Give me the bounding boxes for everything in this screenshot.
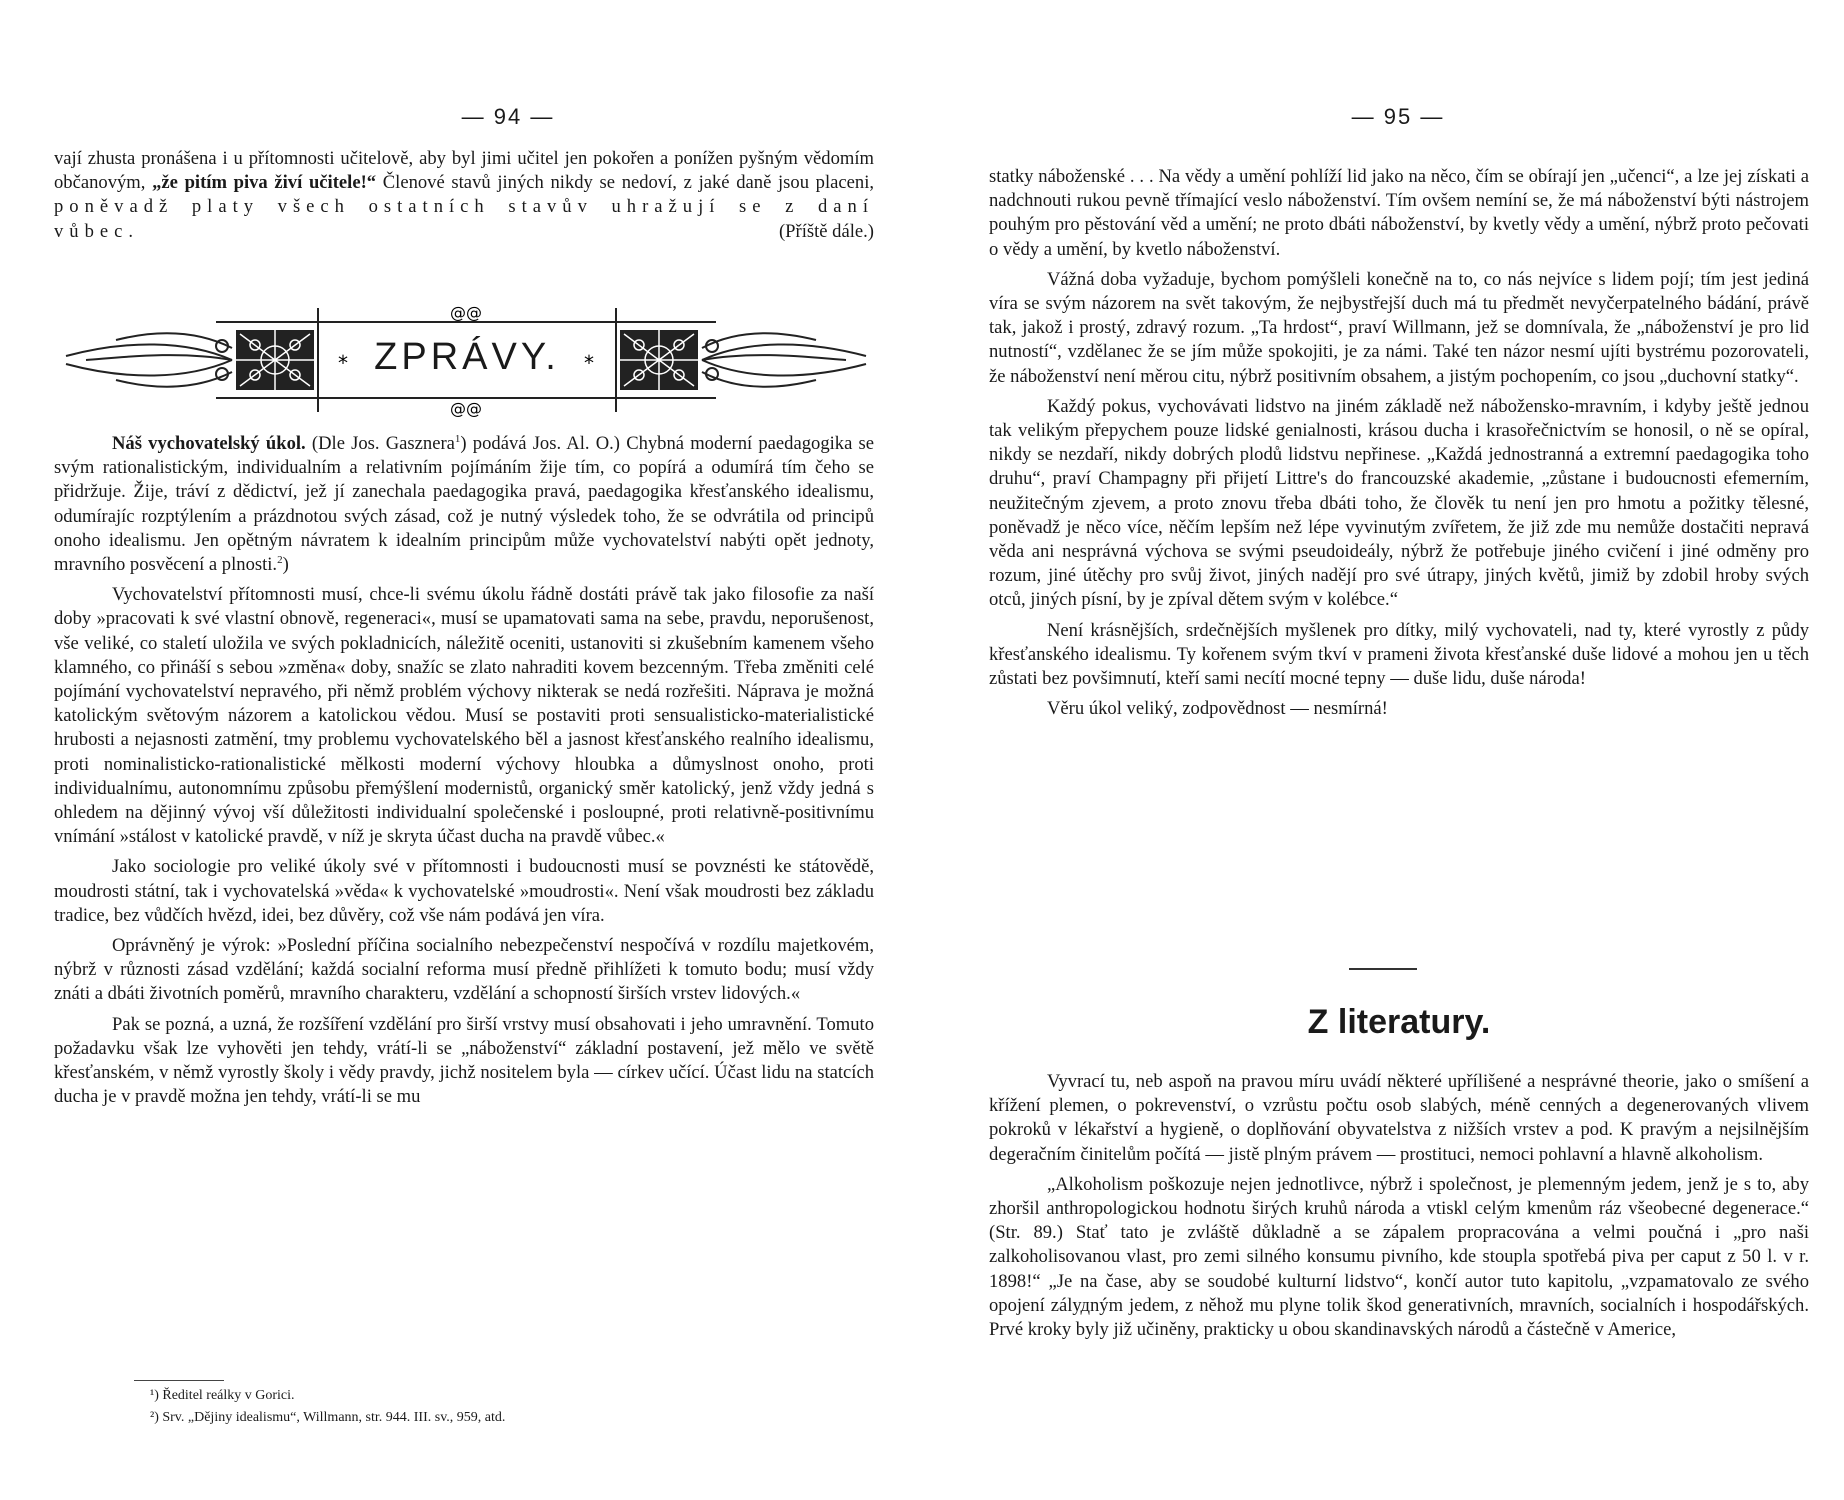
continuation-note: (Příště dále.) [778,220,874,242]
page-number-left: — 94 — [461,104,555,129]
article-continuation [989,165,1809,727]
footnote-ref-2-close: ) [282,554,289,576]
intro-text: vají zhusta pronášena i u přítomnosti učitelově, aby byl jimi učitel jen pokořen a ponížen pyšným vědomím občanovým, [54,148,874,194]
article-lead [54,432,874,577]
intro-quote: „že pitím piva živí učitele!“ [152,172,377,194]
right-page [975,0,1835,1500]
article-attribution: (Dle Jos. Gasznera [311,433,455,454]
svg-text:@@: @@ [450,399,482,418]
literature-body [989,1070,1809,1348]
svg-text:*: * [338,351,348,375]
right-paragraph-1: statky náboženské . . . Na vědy a umění pohlíží lid jako na něco, čím se obírají jen „učenci“, a lze jej získati a nadchnouti rukou pevně třímající veslo náboženství. Tím ovšem nemíní se, že má náboženství býti nástrojem pouhým pro pěstování věd a umění; ne proto dbáti náboženství, by kvetly vědy a umění, nýbrž proto pečovati o vědy a umění, by kvetlo náboženství. [989,166,1809,260]
right-paragraph-4: Není krásnějších, srdečnějších myšlenek pro dítky, milý vychovateli, nad ty, které vyrostly z půdy křesťanského idealismu. Ty kořenem svým tkví v prameni života křesťanské duše lidové a mohou jen u těch zůstati bez povšimnutí, kteří sami necítí mocné tepny — duše lidu, duše národa! [989,619,1809,690]
article-attribution-end: ) podává Jos. Al. O.) [460,433,620,454]
section-title-literatura: Z literatury. [1307,1003,1491,1041]
article-paragraph-2: Vychovatelství přítomnosti musí, chce-li svému úkolu řádně dostáti právě tak jako filosofie za naší doby »pracovati k své vlastní obnově, regeneraci«, musí se upamatovati sama na sebe, pravdu, neporušenost, vše veliké, co staletí uložila ve svých pokladnicích, náležitě oceniti, ustanoviti si zkušebním kamenem všeho klamného, co přináší s sebou »změna« doby, snažíc se zlato nahraditi kovem bezcenným. Třeba změniti celé pojímání vychovatelství nepravého, při němž problém výchovy nikterak se nedá rozřešiti. Náprava je možná katolickým světovým názorem a katolickou vědou. Musí se postaviti proti sensualisticko-materialistické hrubosti a nejasnosti zatmění, tmy problemu vychovatelského běl a jasnost křesťanského realního idealismu, proti nominalisticko-rationalistické mělkosti moderní výchovy hloubka a důmyslnost onoho, proti individualnímu, autonomnímu způsobu přemýšlení modernistů, organický směr katolický, jenž vždy jedná s ohledem na dějinný vývoj vší důležitosti individualní společenské i posloupné, proti relativně-positivnímu vnímání »stálost v katolické pravdě, v níž je skryta účast ducha na pravdě vůbec.« [54,584,874,848]
left-page [40,0,900,1500]
footnote-ref-2: 2 [277,553,283,566]
footnote-ref-1: 1 [454,432,461,445]
intro-paragraph [54,147,874,250]
article-paragraph-3: Jako sociologie pro veliké úkoly své v přítomnosti i budoucnosti musí se povznésti ke státovědě, moudrosti státní, tak i vychovatelská »věda« k vychovatelské »moudrosti«. Není však moudrosti bez základu tradice, bez vůdčích hvězd, idei, bez důvěry, což vše nám podává jen víra. [54,856,874,926]
section-divider [1349,968,1417,970]
section-ornament [56,300,876,418]
footnotes [150,1380,870,1429]
right-paragraph-2: Vážná doba vyžaduje, bychom pomýšleli konečně na to, co nás nejvíce s lidem pojí; tím jest jediná víra se svým názorem na svět takovým, že nejbystřejší duch má tu předmět nevyčerpatelného bádání, právě tak, jakož i prostý, zdravý rozum. „Ta hrdost“, praví Willmann, jež se domnívala, že „náboženství je pro lid nutností“, vzdělanec že se jím může spokojiti, je za námi. Také ten názor nesmí ujíti bystrému pozorovateli, že náboženství není měrou citu, nýbrž positivním obsahem, a jistým pochopením, co jsou „duchovní statky“. [989,268,1809,387]
right-paragraph-5: Věru úkol veliký, zodpovědnost — nesmírná! [1047,698,1388,720]
footnote-2: ²) Srv. „Dějiny idealismu“, Willmann, str. 944. III. sv., 959, atd. [150,1410,506,1425]
article-title: Náš vychovatelský úkol. [112,433,306,454]
article-paragraph-1: Chybná moderní paedagogika se svým rationalistickým, individualním a relativním pojímáním žije tím, co popírá a odumírá tím čeho se přidržuje. Žije, tráví z dědictví, jež jí zanechala paedagogika pravá, paedagogika křesťanského idealismu, odumírajíc rozptýlením a prázdnotou svých zásad, což je nutný výsledek toho, že se odvrátila od principů onoho idealismu. Jen opětným návratem k idealním principům může vychovatelství nabýti opět jednoty, mravního posvěcení a plnosti. [54,433,875,576]
section-title-zpravy: ZPRÁVY. [374,336,560,378]
literature-paragraph-2: „Alkoholism poškozuje nejen jednotlivce, nýbrž i společnost, je plemenným jedem, jenž je s to, aby zhoršil anthropologickou hodnotu širých kruhů národa a vtiskl celým kmenům ráz všeobecné degenerace.“ (Str. 89.) Stať tato je zvláště důkladně a se zápalem propracována a velmi poučná i „pro naši zalkoholisovanou vlast, pro zemi silného konsumu pivního, kde stoupla spotřebá piva per caput z 50 l. v r. 1898!“ „Je na čase, aby se soudobé kulturní lidstvo“, končí autor tuto kapitolu, „vzpamatovalo ze svého opojení zálудným jedem, z něhož mu plyne tolik škod generativních, mravních, socialních i hospodářských. Prvé kroky byly již učiněny, prakticky u obou skandinavských národů a částečně v Americe, [989,1173,1809,1341]
intro-text-2: Členové stavů jiných nikdy se nedoví, z jaké daně jsou placeni, [382,172,875,194]
svg-text:*: * [584,351,594,375]
page-number-right: — 95 — [1351,104,1445,129]
footnote-1: ¹) Ředitel reálky v Gorici. [150,1388,295,1403]
article-paragraph-4: Oprávněný je výrok: »Poslední příčina socialního nebezpečenství nespočívá v rozdílu majetkovém, nýbrž v různosti zásad vzdělání; každá socialní reforma musí předně přihlížeti k tomuto bodu; musí vždy znáti a dbáti životních poměrů, mravního charakteru, vzdělání a schopností širších vrstev lidových.« [54,935,874,1005]
intro-spaced-text: poněvadž platy všech ostatních stavův uhražují se z daní vůbec. [54,196,874,242]
footnote-divider [134,1380,224,1381]
literature-paragraph-1: Vyvrací tu, neb aspoň na pravou míru uvádí některé upřílišené a nesprávné theorie, jako o smíšení a křížení plemen, o pokrevenství, o vzrůstu počtu osob slabých, méně cenných a degenerovaných vlivem pokroků v lékařství a hygieně, o doplňování obyvatelstva z nižších vrstev a pod. K pravým a nejsilnějším degeračním činitelům počítá — jistě plným právem — prostituci, nemoci pohlavní a hlavně alkoholism. [989,1071,1809,1165]
right-paragraph-3: Každý pokus, vychovávati lidstvo na jiném základě než nábožensko-mravním, i kdyby ještě jednou tak velikým přepychem pouze lidské genialnosti, krásou ducha i krasořečnictvím se honosil, o ně se opíral, nikdy se nezdaří, nikdy dobrých plodů lidstvu nepřinese. „Každá jednostranná a extremní paedagogika toho druhu“, praví Champagny při přijetí Littre's do francouzské akademie, „zůstane i budoucnosti efemerním, neužitečným zjevem, a proto znovu třeba dbáti toho, že člověk tu není jen pro hmotu a požitky tělesné, poněvadž je něco více, něčím lepším než lépe vyvinutým zvířetem, že již zde mu nemůže dostačiti nepravá věda ani nesprávná výchova se svými pseudoideály, nýbrž že potřebuje jiného cvičení i jiné odměny pro rozum, jiné útěchy pro svůj život, jiných nadějí pro své útrapy, jiných květů, jimiž by zdobil hroby svých otců, jiných písní, by je zpíval dětem svým v kolébce.“ [989,395,1809,611]
svg-text:@@: @@ [450,303,482,322]
article-body [54,432,874,1115]
article-paragraph-5: Pak se pozná, a uzná, že rozšíření vzdělání pro širší vrstvy musí obsahovati i jeho umravnění. Tomuto požadavku však lze vyhověti jen tehdy, vrátí-li se „náboženství“ základní postavení, jež mělo ve světě křesťanském, v němž vyrostly školy i vědy pravdy, jichž nositelem byla — církev učící. Účast lidu na statcích ducha je v pravdě možna jen tehdy, vrátí-li se mu [54,1013,874,1108]
